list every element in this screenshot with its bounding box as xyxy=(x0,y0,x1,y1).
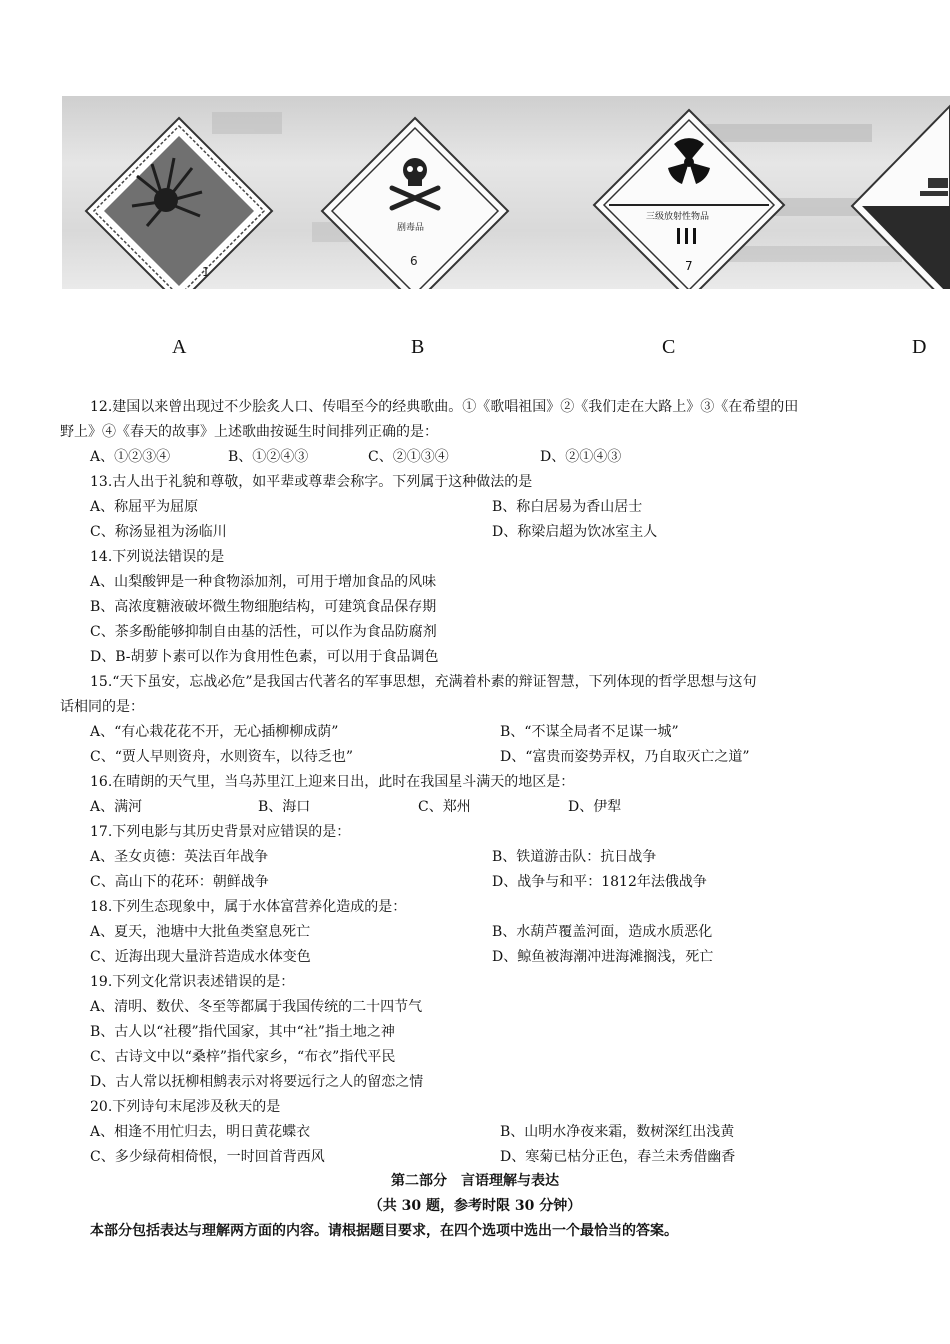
q15-option-a: A、“有心栽花花不开，无心插柳柳成荫” xyxy=(90,724,339,740)
q19-option-d: D、古人常以抚柳相鹪表示对将要远行之人的留恋之情 xyxy=(90,1074,424,1090)
q14-option-d: D、B-胡萝卜素可以作为食用性色素，可以用于食品调色 xyxy=(90,649,439,665)
q16-option-a: A、满河 xyxy=(90,799,143,815)
figure-label-b: B xyxy=(411,336,425,358)
part2-intro: 本部分包括表达与理解两方面的内容。请根据题目要求，在四个选项中选出一个最恰当的答案。 xyxy=(90,1223,678,1239)
explosive-sign-icon xyxy=(86,118,272,289)
q13-option-c: C、称汤显祖为汤临川 xyxy=(90,524,227,540)
q16-option-c: C、郑州 xyxy=(418,799,471,815)
q17-option-b: B、铁道游击队：抗日战争 xyxy=(492,849,657,865)
q13-option-b: B、称白居易为香山居士 xyxy=(492,499,643,515)
q12-option-a: A、①②③④ xyxy=(90,449,171,465)
sign-c-numeral xyxy=(682,246,683,247)
q13-option-d: D、称梁启超为饮冰室主人 xyxy=(492,524,658,540)
q14-option-b: B、高浓度糖液破坏微生物细胞结构，可建筑食品保存期 xyxy=(90,599,437,615)
q19-option-c: C、古诗文中以“桑梓”指代家乡，“布衣”指代平民 xyxy=(90,1049,396,1065)
q18-stem: 18.下列生态现象中，属于水体富营养化造成的是： xyxy=(90,899,407,915)
q20-option-b: B、山明水净夜来霜，数树深红出浅黄 xyxy=(500,1124,735,1140)
hazard-signs-image xyxy=(62,96,950,289)
q13-option-a: A、称屈平为屈原 xyxy=(90,499,199,515)
q14-stem: 14.下列说法错误的是 xyxy=(90,549,225,565)
q13-stem: 13.古人出于礼貌和尊敬，如平辈或尊辈会称字。下列属于这种做法的是 xyxy=(90,474,533,490)
q16-option-d: D、伊犁 xyxy=(568,799,622,815)
q17-option-c: C、高山下的花环：朝鲜战争 xyxy=(90,874,269,890)
q16-stem: 16.在晴朗的天气里，当乌苏里江上迎来日出，此时在我国星斗满天的地区是： xyxy=(90,774,575,790)
q17-option-d: D、战争与和平：1812年法俄战争 xyxy=(492,874,707,890)
q12-option-c: C、②①③④ xyxy=(368,449,449,465)
q15-option-b: B、“不谋全局者不足谋一城” xyxy=(500,724,679,740)
q18-option-d: D、鲸鱼被海潮冲进海滩搁浅，死亡 xyxy=(492,949,714,965)
part2-subtitle: （共 30 题，参考时限 30 分钟） xyxy=(368,1198,582,1214)
q18-option-c: C、近海出现大量浒苔造成水体变色 xyxy=(90,949,311,965)
q18-option-a: A、夏天，池塘中大批鱼类窒息死亡 xyxy=(90,924,311,940)
part2-title: 第二部分 言语理解与表达 xyxy=(391,1173,559,1189)
q14-option-a: A、山梨酸钾是一种食物添加剂，可用于增加食品的风味 xyxy=(90,574,437,590)
q12-option-b: B、①②④③ xyxy=(228,449,309,465)
figure-label-a: A xyxy=(172,336,187,358)
q19-option-a: A、清明、数伏、冬至等都属于我国传统的二十四节气 xyxy=(90,999,423,1015)
q15-stem-line1: 15.“天下虽安，忘战必危”是我国古代著名的军事思想，充满着朴素的辩证智慧，下列体现的哲学思想与这句 xyxy=(90,674,757,690)
q16-option-b: B、海口 xyxy=(258,799,311,815)
q19-stem: 19.下列文化常识表述错误的是： xyxy=(90,974,295,990)
q15-option-d: D、“富贵而姿势弄权，乃自取灭亡之道” xyxy=(500,749,750,765)
q15-stem-line2: 话相同的是： xyxy=(60,699,144,715)
q12-option-d: D、②①④③ xyxy=(540,449,622,465)
sign-b-number: 6 xyxy=(410,254,418,268)
q20-option-d: D、寒菊已枯分正色，春兰未秀借幽香 xyxy=(500,1149,736,1165)
q15-option-c: C、“贾人早则资舟，水则资车，以待乏也” xyxy=(90,749,354,765)
q12-stem-line2: 野上》④《春天的故事》上述歌曲按诞生时间排列正确的是： xyxy=(60,424,438,440)
sign-b-caption: 剧毒品 xyxy=(397,223,425,233)
q17-option-a: A、圣女贞德：英法百年战争 xyxy=(90,849,269,865)
q18-option-b: B、水葫芦覆盖河面，造成水质恶化 xyxy=(492,924,713,940)
svg-text:1: 1 xyxy=(202,265,210,279)
q17-stem: 17.下列电影与其历史背景对应错误的是： xyxy=(90,824,351,840)
figure-label-c: C xyxy=(662,336,676,358)
q20-option-a: A、相逢不用忙归去，明日黄花蝶衣 xyxy=(90,1124,311,1140)
q20-stem: 20.下列诗句末尾涉及秋天的是 xyxy=(90,1099,281,1115)
sign-c-caption: 三级放射性物品 xyxy=(646,212,710,222)
q19-option-b: B、古人以“社稷”指代国家，其中“社”指土地之神 xyxy=(90,1024,395,1040)
q12-stem-line1: 12.建国以来曾出现过不少脍炙人口、传唱至今的经典歌曲。①《歌唱祖国》②《我们走在大路上》③《在希望的田 xyxy=(90,399,799,415)
q20-option-c: C、多少绿荷相倚恨，一时回首背西风 xyxy=(90,1149,325,1165)
q14-option-c: C、茶多酚能够抑制自由基的活性，可以作为食品防腐剂 xyxy=(90,624,437,640)
figure-label-d: D xyxy=(912,336,927,358)
sign-c-number: 7 xyxy=(685,259,693,273)
